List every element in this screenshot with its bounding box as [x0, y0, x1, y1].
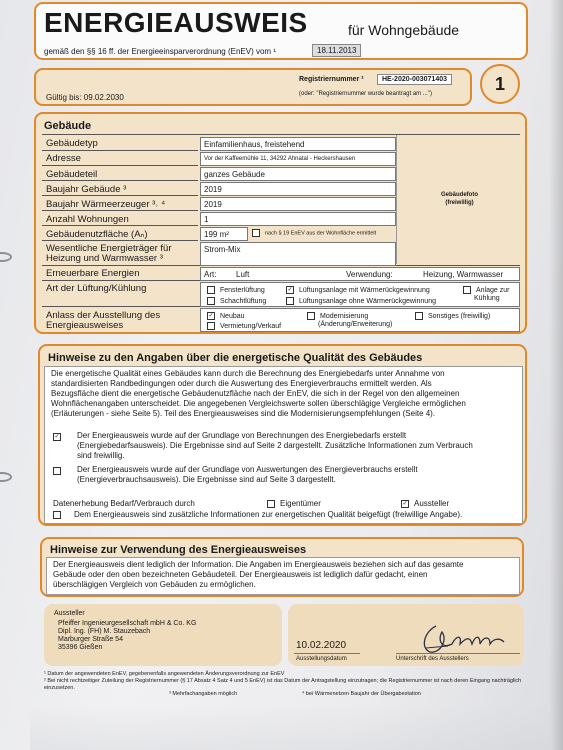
issue-date: 10.02.2020 — [296, 640, 347, 651]
issuer-line: Marburger Straße 54 — [58, 636, 123, 643]
checkbox-checked[interactable]: ✓ — [287, 287, 293, 293]
building-section-title: Gebäude — [44, 120, 92, 132]
issuer-line: Dipl. Ing. (FH) M. Stauzebach — [58, 628, 151, 635]
value-anzahl-wohnungen — [200, 212, 396, 226]
signature-icon — [418, 622, 508, 656]
checkbox[interactable] — [286, 297, 294, 305]
checkbox[interactable] — [252, 229, 260, 237]
page-title: ENERGIEAUSWEIS — [44, 7, 308, 38]
enev-date: 18.11.2013 — [312, 44, 361, 57]
quality-notes-title: Hinweise zu den Angaben über die energetische Qualität des Gebäudes — [48, 352, 423, 364]
option1-checkbox[interactable]: ✓ — [54, 434, 60, 440]
renewable-row — [200, 267, 520, 281]
value-text: 199 m² — [204, 230, 229, 239]
footnote-4: ⁴ bei Wärmenetzen Baujahr der Übergabestation — [302, 691, 421, 697]
signature-box — [288, 604, 524, 666]
label-anzahl-wohnungen: Anzahl Wohnungen — [46, 214, 129, 225]
header-box — [34, 2, 528, 60]
vent-ohne-wrg — [286, 297, 436, 305]
checkbox[interactable] — [207, 322, 215, 330]
page-subtitle: für Wohngebäude — [348, 22, 460, 38]
page-bottom-blank — [30, 704, 550, 750]
label-anlass: Anlass der Ausstellung des Energieausweises — [46, 310, 161, 331]
option1-line: (Energiebedarfsausweis). Die Ergebnisse sind auf Seite 2 dargestellt. Zusätzliche Informationen zum Verbrauch — [77, 441, 473, 450]
divider — [42, 180, 198, 181]
intro-line: standardisierten Randbedingungen oder durch die Auswertung des Energieverbrauchs ermittelt werden. Als — [51, 379, 432, 388]
checkbox-label: Schachtlüftung — [220, 297, 267, 305]
building-box — [34, 112, 527, 334]
label-gebaeudeteil: Gebäudeteil — [46, 169, 98, 180]
checkbox-label: Vermietung/Verkauf — [220, 322, 282, 330]
renewable-type-label: Art: — [204, 270, 217, 279]
vent-schacht — [207, 297, 266, 305]
value-text: 2019 — [204, 200, 222, 209]
checkbox-checked[interactable]: ✓ — [402, 500, 408, 507]
checkbox-checked[interactable]: ✓ — [208, 313, 214, 319]
owner-option — [267, 499, 321, 508]
value-baujahr-waermeerzeuger — [200, 197, 396, 211]
nutzflaeche-option — [252, 229, 376, 237]
binder-ring — [0, 252, 12, 262]
registration-box — [34, 68, 472, 106]
registration-number: HE-2020-003071403 — [377, 74, 452, 85]
footnote-2: ² Bei nicht rechtzeitiger Zuteilung der Registriernummer (§ 17 Absatz 4 Satz 4 und 5 EnEV) ist das Datum der Antragstellung einzutragen; die Registriernummer ist nach deren Eingang nachträglich einzusetzen. — [44, 678, 522, 691]
usage-line: überschlägigen Vergleich von Gebäuden zu ermöglichen. — [53, 580, 256, 589]
checkbox[interactable] — [53, 511, 61, 519]
option1-line: Der Energieausweis wurde auf der Grundlage von Berechnungen des Energiebedarfs erstellt — [77, 431, 407, 440]
value-text: ganzes Gebäude — [204, 170, 265, 179]
label-nutzflaeche: Gebäudenutzfläche (Aₙ) — [46, 229, 148, 240]
issuer-option — [401, 499, 449, 508]
label-erneuerbare: Erneuerbare Energien — [46, 268, 140, 279]
occasion-modernisierung — [307, 312, 368, 320]
value-gebaeudetyp — [200, 137, 396, 151]
checkbox[interactable] — [207, 297, 215, 305]
occasion-modernisierung-line2: (Änderung/Erweiterung) — [318, 321, 393, 328]
renewable-type: Luft — [236, 270, 250, 279]
usage-notes-title: Hinweise zur Verwendung des Energieausweises — [50, 544, 307, 556]
building-photo-area — [396, 135, 522, 264]
label-adresse: Adresse — [46, 153, 81, 164]
usage-line: Gebäude oder den oben bezeichneten Gebäudeteil. Der Energieausweis ist lediglich dafür gedacht, einen — [53, 570, 428, 579]
ventilation-row — [200, 282, 520, 307]
occasion-row — [200, 308, 520, 332]
issuer-box — [44, 604, 282, 666]
value-text: Strom-Mix — [204, 245, 241, 254]
option2-line: (Energieverbrauchsausweis). Die Ergebnisse sind auf Seite 3 dargestellt. — [77, 475, 336, 484]
page-number: 1 — [494, 74, 505, 94]
issue-date-label: Ausstellungsdatum — [296, 656, 347, 662]
page-number-badge — [480, 64, 520, 104]
occasion-sonstiges — [415, 312, 490, 320]
photo-label: Gebäudefoto (freiwillig) — [441, 192, 478, 206]
checkbox[interactable] — [463, 286, 471, 294]
value-energietraeger — [200, 242, 396, 266]
value-gebaeudeteil — [200, 167, 396, 181]
divider — [42, 150, 198, 151]
checkbox-label: Lüftungsanlage mit Wärmerückgewinnung — [299, 286, 430, 294]
footnote-1: ¹ Datum der angewendeten EnEV, gegebenenfalls angewendeten Änderungsverordnung zur EnEV — [44, 671, 285, 677]
intro-line: (Erläuterungen - siehe Seite 5). Teil des Energieausweises sind die Modernisierungsempfehlungen (Seite 4). — [51, 409, 436, 418]
value-text: 2019 — [204, 185, 222, 194]
vent-fenster — [207, 286, 265, 294]
option1-line: sind freiwillig. — [77, 451, 125, 460]
label-baujahr-waermeerzeuger: Baujahr Wärmeerzeuger ³˒ ⁴ — [46, 199, 166, 210]
divider — [42, 165, 198, 166]
data-collection-label: Datenerhebung Bedarf/Verbrauch durch — [53, 499, 195, 508]
registration-note: (oder: "Registriernummer wurde beantragt am ...") — [299, 91, 432, 97]
usage-notes-body — [46, 557, 520, 595]
checkbox[interactable] — [267, 500, 275, 508]
checkbox-label: Eigentümer — [280, 499, 321, 508]
quality-notes-body — [44, 366, 523, 524]
valid-until: Gültig bis: 09.02.2030 — [46, 93, 124, 102]
divider — [42, 225, 198, 226]
divider — [42, 210, 198, 211]
value-text: Vor der Kaffeemühle 11, 34292 Ahnatal - Heckershausen — [204, 156, 356, 162]
option2-line: Der Energieausweis wurde auf der Grundlage von Auswertungen des Energieverbrauchs erstellt — [77, 465, 418, 474]
checkbox-label: Neubau — [220, 312, 245, 320]
checkbox-label: Anlage zur — [476, 286, 510, 294]
additional-info-option — [53, 510, 462, 519]
legal-basis: gemäß den §§ 16 ff. der Energieeinsparverordnung (EnEV) vom ¹ — [44, 47, 276, 56]
footnote-3: ³ Mehrfachangaben möglich — [169, 691, 238, 697]
vent-kuehlung — [463, 286, 509, 294]
signature-label: Unterschrift des Ausstellers — [396, 656, 469, 662]
occasion-neubau — [207, 312, 245, 320]
value-baujahr-gebaeude — [200, 182, 396, 196]
divider — [396, 653, 520, 654]
checkbox[interactable] — [207, 286, 215, 294]
occasion-vermietung — [207, 322, 281, 330]
binder-ring — [0, 472, 12, 482]
checkbox-label: Lüftungsanlage ohne Wärmerückgewinnung — [299, 297, 436, 305]
footnotes — [44, 671, 528, 701]
checkbox-label: nach § 19 EnEV aus der Wohnfläche ermittelt — [265, 230, 377, 237]
divider — [42, 195, 198, 196]
registration-label: Registriernummer ² — [299, 76, 364, 83]
quality-notes-box — [38, 344, 527, 526]
value-adresse — [200, 152, 396, 166]
label-gebaeudetyp: Gebäudetyp — [46, 138, 98, 149]
label-baujahr-gebaeude: Baujahr Gebäude ³ — [46, 184, 127, 195]
checkbox-label: Sonstiges (freiwillig) — [428, 312, 491, 320]
renewable-use: Heizung, Warmwasser — [423, 270, 504, 279]
checkbox[interactable] — [307, 312, 315, 320]
value-text: Einfamilienhaus, freistehend — [204, 140, 305, 149]
vent-kuehlung-line2: Kühlung — [474, 295, 500, 302]
issuer-line: 35396 Gießen — [58, 644, 103, 651]
page-edge-shadow — [549, 0, 563, 750]
divider — [294, 653, 360, 654]
divider — [42, 240, 198, 241]
option2-checkbox[interactable] — [53, 467, 61, 475]
checkbox-label: Fensterlüftung — [220, 286, 265, 294]
label-energietraeger: Wesentliche Energieträger für Heizung und Warmwasser ³ — [46, 243, 172, 264]
issuer-line: Pfeiffer Ingenieurgesellschaft mbH & Co. KG — [58, 620, 197, 627]
value-text: 1 — [204, 215, 209, 224]
vent-mit-wrg — [286, 286, 430, 294]
issuer-label: Aussteller — [54, 610, 85, 617]
usage-notes-box — [40, 537, 524, 597]
usage-line: Der Energieausweis dient lediglich der Information. Die Angaben im Energieausweis beziehen sich auf das gesamte — [53, 560, 464, 569]
checkbox-label: Dem Energieausweis sind zusätzliche Informationen zur energetischen Qualität beigefügt (freiwillige Angabe). — [74, 510, 463, 519]
checkbox-label: Modernisierung — [320, 312, 369, 320]
value-nutzflaeche — [200, 227, 248, 241]
checkbox-label: Aussteller — [414, 499, 450, 508]
intro-line: Die energetische Qualität eines Gebäudes kann durch die Berechnung des Energiebedarfs unter Annahme von — [51, 369, 445, 378]
renewable-use-label: Verwendung: — [346, 270, 393, 279]
intro-line: Wohnflächenangaben unterscheidet. Die angegebenen Vergleichswerte sollen überschlägige Vergleiche ermöglichen — [51, 399, 466, 408]
checkbox[interactable] — [415, 312, 423, 320]
label-lueftung: Art der Lüftung/Kühlung — [46, 283, 147, 294]
intro-line: Bezugsfläche dient die energetische Gebäudenutzfläche nach der EnEV, die sich in der Regel von den allgemeinen — [51, 389, 460, 398]
